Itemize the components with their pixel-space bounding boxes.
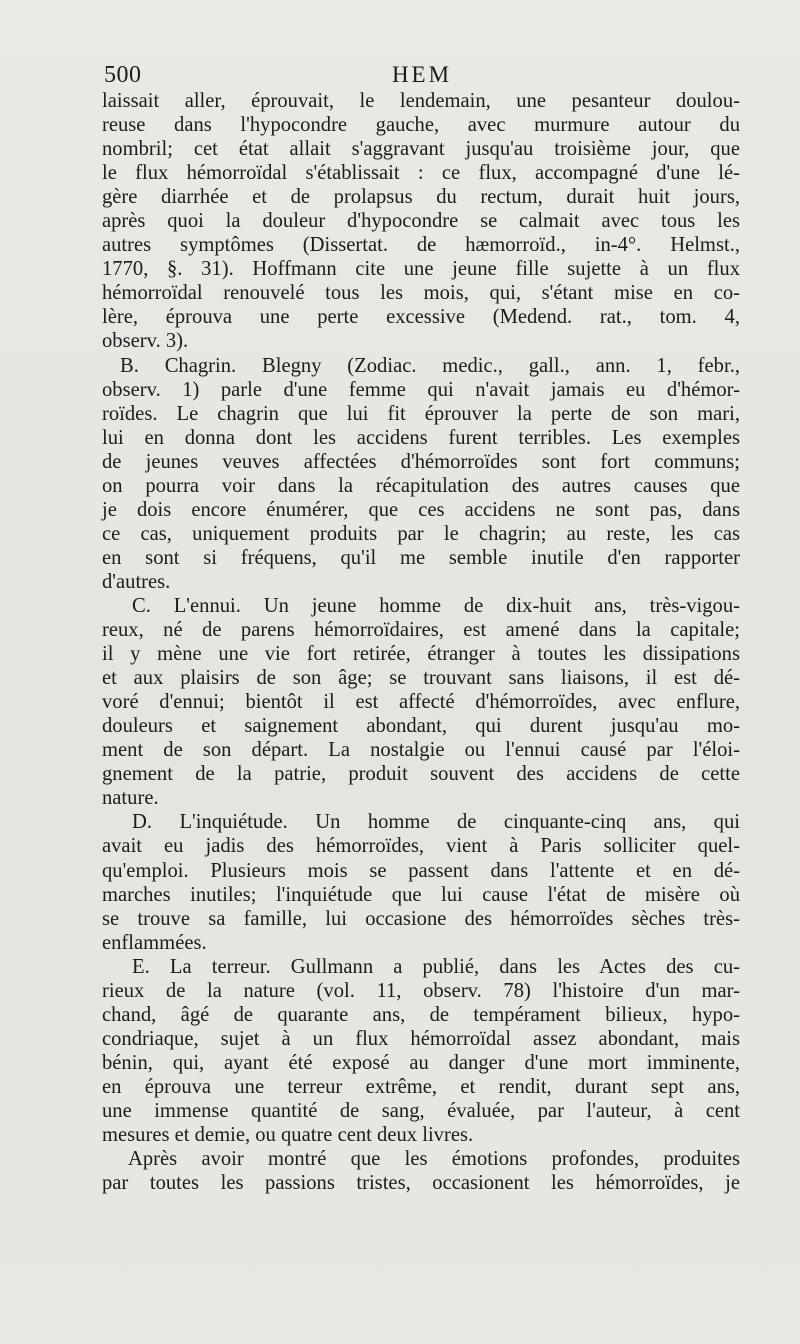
text-line: de jeunes veuves affectées d'hémorroïdes sont fort communs; xyxy=(102,450,740,473)
text-line: d'autres. xyxy=(102,570,171,593)
running-head: HEM xyxy=(391,62,453,87)
text-line: enflammées. xyxy=(102,931,207,954)
text-line: chand, âgé de quarante ans, de tempérament bilieux, hypo- xyxy=(102,1003,740,1026)
text-line: nature. xyxy=(102,787,159,810)
text-line: le flux hémorroïdal s'établissait : ce flux, accompagné d'une lé- xyxy=(102,162,740,185)
body-text xyxy=(102,89,740,1195)
text-line: après quoi la douleur d'hypocondre se calmait avec tous les xyxy=(102,210,740,233)
text-line: autres symptômes (Dissertat. de hæmorroïd., in-4°. Helmst., xyxy=(102,234,740,257)
text-line: roïdes. Le chagrin que lui fit éprouver la perte de son mari, xyxy=(102,402,740,425)
paragraph-line-b: B. Chagrin. Blegny (Zodiac. medic., gall., ann. 1, febr., xyxy=(120,354,740,377)
text-line: lère, éprouva une perte excessive (Medend. rat., tom. 4, xyxy=(102,306,740,329)
paragraph-line-d: D. L'inquiétude. Un homme de cinquante-cinq ans, qui xyxy=(132,811,740,834)
text-line: marches inutiles; l'inquiétude que lui cause l'état de misère où xyxy=(102,883,740,906)
text-line: observ. 3). xyxy=(102,330,189,353)
text-line: douleurs et saignement abondant, qui durent jusqu'au mo- xyxy=(102,715,740,738)
text-line: rieux de la nature (vol. 11, observ. 78) l'histoire d'un mar- xyxy=(102,979,740,1002)
text-line: laissait aller, éprouvait, le lendemain, une pesanteur doulou- xyxy=(102,90,740,112)
text-line: reuse dans l'hypocondre gauche, avec murmure autour du xyxy=(102,114,740,137)
text-line: il y mène une vie fort retirée, étranger à toutes les dissipations xyxy=(102,643,740,666)
text-line: bénin, qui, ayant été exposé au danger d'une mort imminente, xyxy=(102,1051,740,1074)
page-number: 500 xyxy=(104,62,142,88)
text-line: gère diarrhée et de prolapsus du rectum, durait huit jours, xyxy=(102,186,740,209)
text-line: qu'emploi. Plusieurs mois se passent dans l'attente et en dé- xyxy=(102,859,740,882)
text-line: hémorroïdal renouvelé tous les mois, qui, s'étant mise en co- xyxy=(102,282,740,305)
paragraph-line-c: C. L'ennui. Un jeune homme de dix-huit ans, très-vigou- xyxy=(132,594,740,617)
text-line: nombril; cet état allait s'aggravant jusqu'au troisième jour, que xyxy=(102,138,740,161)
text-line: se trouve sa famille, lui occasione des hémorroïdes sèches très- xyxy=(102,907,740,930)
text-line: par toutes les passions tristes, occasionent les hémorroïdes, je xyxy=(102,1172,740,1195)
text-line: ment de son départ. La nostalgie ou l'ennui causé par l'éloi- xyxy=(102,739,740,762)
page-header xyxy=(104,58,740,92)
text-line: et aux plaisirs de son âge; se trouvant sans liaisons, il est dé- xyxy=(102,667,740,690)
text-line: ce cas, uniquement produits par le chagrin; au reste, les cas xyxy=(102,522,740,545)
text-line: en éprouva une terreur extrême, et rendit, durant sept ans, xyxy=(102,1075,740,1098)
paragraph-line-e: E. La terreur. Gullmann a publié, dans les Actes des cu- xyxy=(132,955,740,978)
text-line: mesures et demie, ou quatre cent deux livres. xyxy=(102,1124,474,1147)
text-line: en sont si fréquens, qu'il me semble inutile d'en rapporter xyxy=(102,546,740,569)
paragraph-line-final: Après avoir montré que les émotions profondes, produites xyxy=(128,1148,740,1171)
text-line: 1770, §. 31). Hoffmann cite une jeune fille sujette à un flux xyxy=(102,258,740,281)
text-line: on pourra voir dans la récapitulation des autres causes que xyxy=(102,474,740,497)
text-line: observ. 1) parle d'une femme qui n'avait jamais eu d'hémor- xyxy=(102,378,740,401)
text-line: voré d'ennui; bientôt il est affecté d'hémorroïdes, avec enflure, xyxy=(102,691,740,714)
text-line: gnement de la patrie, produit souvent des accidens de cette xyxy=(102,763,740,786)
text-line: condriaque, sujet à un flux hémorroïdal assez abondant, mais xyxy=(102,1027,740,1050)
text-line: avait eu jadis des hémorroïdes, vient à Paris solliciter quel- xyxy=(102,835,740,858)
text-line: une immense quantité de sang, évaluée, par l'auteur, à cent xyxy=(102,1099,740,1122)
text-line: lui en donna dont les accidens furent terribles. Les exemples xyxy=(102,426,740,449)
text-line: reux, né de parens hémorroïdaires, est amené dans la capitale; xyxy=(102,619,740,642)
text-line: je dois encore énumérer, que ces accidens ne sont pas, dans xyxy=(102,498,740,521)
